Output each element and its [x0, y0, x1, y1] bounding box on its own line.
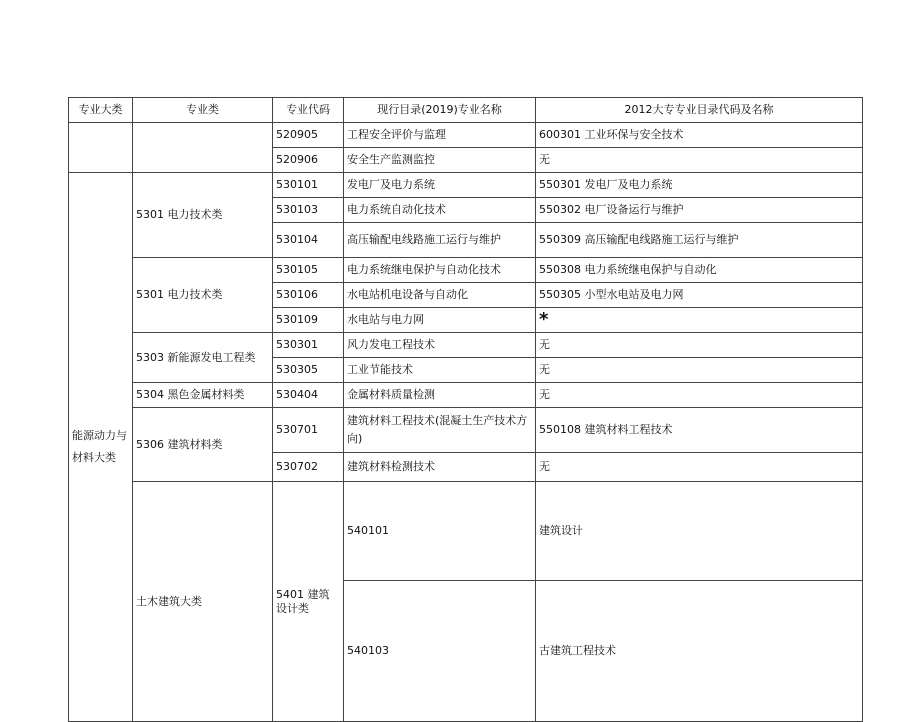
code-cell: 540101 — [344, 482, 536, 581]
name-cell: 工业节能技术 — [344, 358, 536, 383]
name-cell: 发电厂及电力系统 — [344, 173, 536, 198]
table-row — [69, 482, 863, 581]
name-cell: 建筑材料工程技术(混凝土生产技术方向) — [344, 408, 536, 453]
name-cell: 电力系统继电保护与自动化技术 — [344, 258, 536, 283]
table-row — [69, 333, 863, 358]
code-cell: 530103 — [273, 198, 344, 223]
name-cell: 建筑设计 — [536, 482, 863, 581]
old-name-cell: * — [536, 308, 863, 333]
name-cell: 工程安全评价与监理 — [344, 123, 536, 148]
header-major: 专业大类 — [69, 98, 133, 123]
old-name-cell: 550108 建筑材料工程技术 — [536, 408, 863, 453]
major-cell: 能源动力与材料大类 — [69, 173, 133, 722]
name-cell: 古建筑工程技术 — [536, 581, 863, 722]
table-row — [69, 408, 863, 453]
old-name-cell: 无 — [536, 453, 863, 482]
header-name-2012: 2012大专专业目录代码及名称 — [536, 98, 863, 123]
old-name-cell: 600301 工业环保与安全技术 — [536, 123, 863, 148]
subclass-cell: 5303 新能源发电工程类 — [133, 333, 273, 383]
name-cell: 高压输配电线路施工运行与维护 — [344, 223, 536, 258]
subclass-cell: 5301 电力技术类 — [133, 173, 273, 258]
name-cell: 电力系统自动化技术 — [344, 198, 536, 223]
code-cell: 530101 — [273, 173, 344, 198]
old-name-cell: 550302 电厂设备运行与维护 — [536, 198, 863, 223]
code-cell: 530104 — [273, 223, 344, 258]
code-cell: 530404 — [273, 383, 344, 408]
old-name-cell: 550301 发电厂及电力系统 — [536, 173, 863, 198]
name-cell: 风力发电工程技术 — [344, 333, 536, 358]
subclass-cell: 5301 电力技术类 — [133, 258, 273, 333]
code-cell: 530106 — [273, 283, 344, 308]
code-cell: 520906 — [273, 148, 344, 173]
name-cell: 水电站机电设备与自动化 — [344, 283, 536, 308]
code-cell: 540103 — [344, 581, 536, 722]
subclass-cell: 5304 黑色金属材料类 — [133, 383, 273, 408]
subclass-cell: 5401 建筑设计类 — [273, 482, 344, 722]
old-name-cell: 无 — [536, 333, 863, 358]
major-catalog-table — [68, 97, 863, 722]
name-cell: 水电站与电力网 — [344, 308, 536, 333]
table-row — [69, 123, 863, 148]
code-cell: 530305 — [273, 358, 344, 383]
major-cell: 土木建筑大类 — [133, 482, 273, 722]
name-cell: 金属材料质量检测 — [344, 383, 536, 408]
code-cell: 530701 — [273, 408, 344, 453]
table-row — [69, 173, 863, 198]
header-name-2019: 现行目录(2019)专业名称 — [344, 98, 536, 123]
header-row — [69, 98, 863, 123]
old-name-cell: 无 — [536, 148, 863, 173]
code-cell: 530105 — [273, 258, 344, 283]
name-cell: 建筑材料检测技术 — [344, 453, 536, 482]
header-code: 专业代码 — [273, 98, 344, 123]
table-row — [69, 258, 863, 283]
old-name-cell: 无 — [536, 383, 863, 408]
subclass-cell — [133, 123, 273, 173]
table-row — [69, 383, 863, 408]
code-cell: 530301 — [273, 333, 344, 358]
code-cell: 520905 — [273, 123, 344, 148]
subclass-cell: 5306 建筑材料类 — [133, 408, 273, 482]
major-cell — [69, 123, 133, 173]
old-name-cell: 无 — [536, 358, 863, 383]
name-cell: 安全生产监测监控 — [344, 148, 536, 173]
old-name-cell: 550305 小型水电站及电力网 — [536, 283, 863, 308]
code-cell: 530109 — [273, 308, 344, 333]
old-name-cell: 550309 高压输配电线路施工运行与维护 — [536, 223, 863, 258]
old-name-cell: 550308 电力系统继电保护与自动化 — [536, 258, 863, 283]
code-cell: 530702 — [273, 453, 344, 482]
header-subclass: 专业类 — [133, 98, 273, 123]
